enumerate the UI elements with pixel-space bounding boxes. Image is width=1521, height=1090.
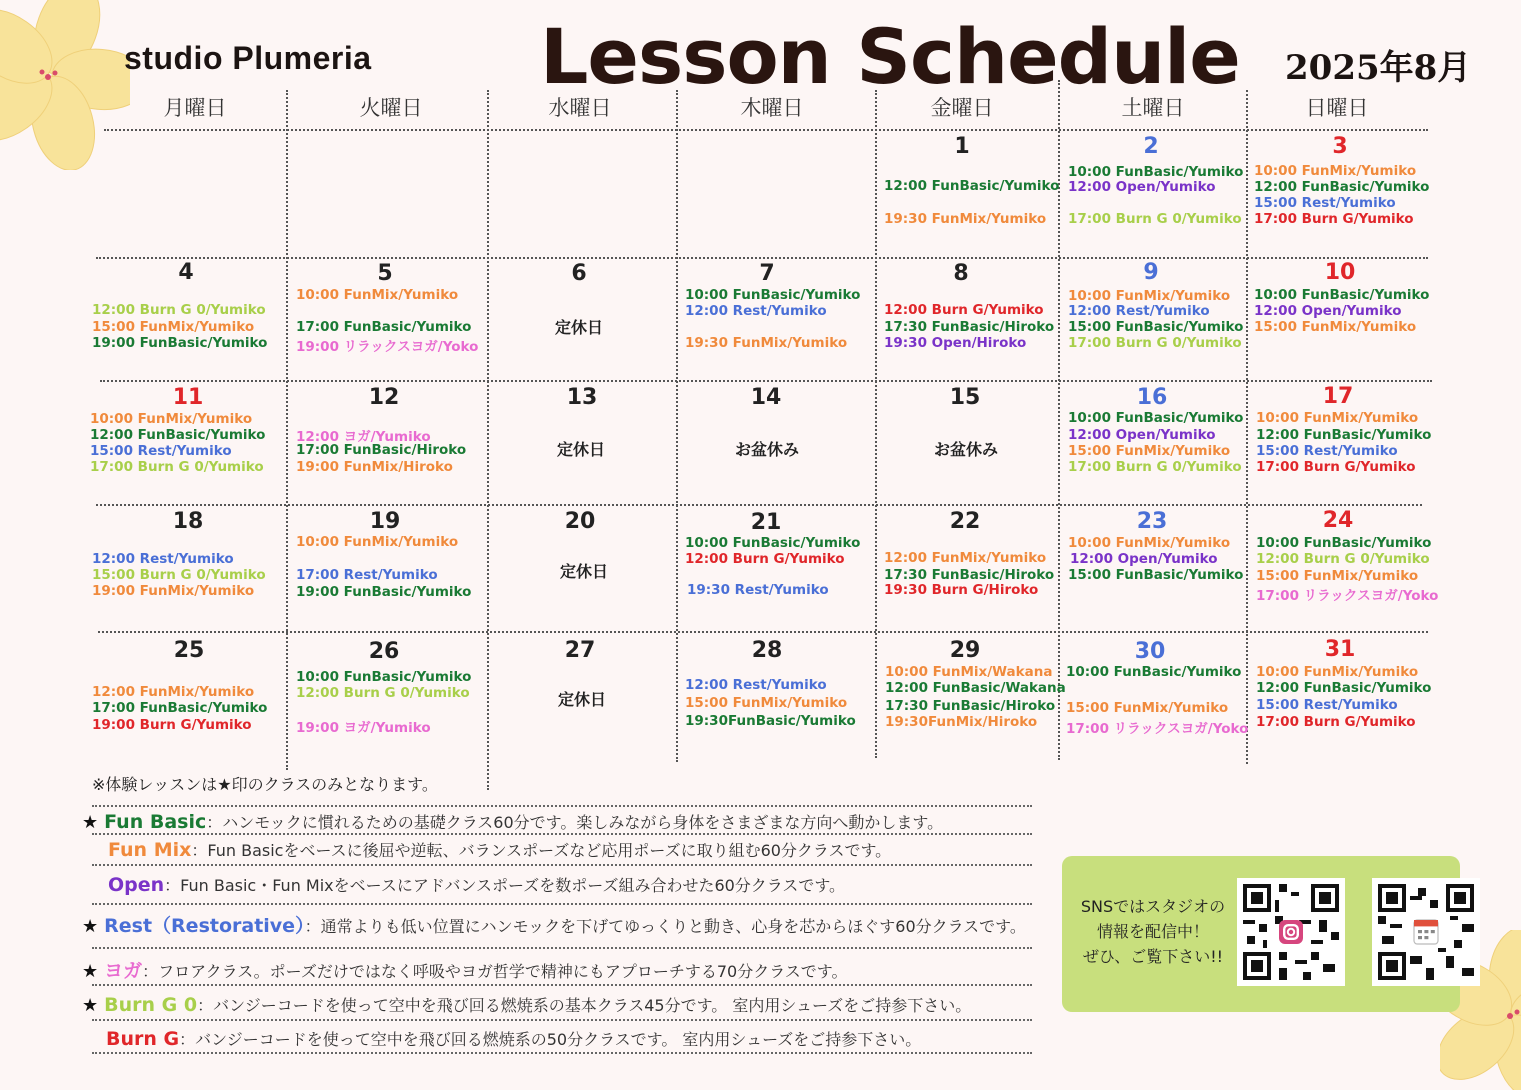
lesson-entry: 15:00 Burn G 0/Yumiko bbox=[92, 567, 266, 583]
day-number: 16 bbox=[1136, 385, 1168, 410]
lesson-entry: 10:00 FunBasic/Yumiko bbox=[1254, 287, 1430, 303]
lesson-entry: 17:00 Rest/Yumiko bbox=[296, 567, 438, 583]
lesson-entry: 15:00 Rest/Yumiko bbox=[1256, 443, 1398, 459]
lesson-entry: 15:00 FunBasic/Yumiko bbox=[1068, 567, 1244, 583]
closed-label: 定休日 bbox=[560, 562, 609, 581]
day-number: 30 bbox=[1134, 639, 1166, 664]
lesson-entry: 12:00 Rest/Yumiko bbox=[685, 303, 827, 319]
legend-divider bbox=[92, 947, 1032, 949]
lesson-entry: 12:00 ヨガ/Yumiko bbox=[296, 429, 431, 445]
legend-desc: ：Fun Basic・Fun Mixをベースにアドバンスポーズを数ポーズ組み合わせた60分クラスです。 bbox=[164, 876, 846, 895]
lesson-entry: 10:00 FunMix/Yumiko bbox=[1256, 664, 1419, 680]
legend-desc: ：通常よりも低い位置にハンモックを下げてゆっくりと動き、心身を芯からほぐす60分クラスです。 bbox=[304, 917, 1026, 936]
lesson-entry: 17:00 Burn G/Yumiko bbox=[1254, 211, 1414, 227]
weekday-sat: 土曜日 bbox=[1121, 96, 1185, 120]
closed-label: 定休日 bbox=[558, 690, 607, 709]
day-number: 21 bbox=[750, 510, 782, 535]
lesson-entry: 19:30 FunMix/Yumiko bbox=[884, 211, 1047, 227]
lesson-entry: 17:30 FunBasic/Hiroko bbox=[884, 319, 1055, 335]
lesson-entry: 15:00 FunBasic/Yumiko bbox=[1068, 319, 1244, 335]
lesson-entry: 15:00 FunMix/Yumiko bbox=[1068, 443, 1231, 459]
grid-line bbox=[100, 380, 1432, 382]
day-number: 26 bbox=[368, 639, 400, 664]
day-number: 4 bbox=[178, 260, 194, 285]
day-number: 25 bbox=[173, 638, 205, 663]
lesson-entry: 10:00 FunBasic/Yumiko bbox=[296, 669, 472, 685]
lesson-entry: 12:00 FunBasic/Wakana bbox=[885, 680, 1066, 696]
legend-name: Fun Mix bbox=[108, 839, 192, 861]
legend-divider bbox=[92, 864, 1032, 866]
lesson-entry: 15:00 FunMix/Yumiko bbox=[1256, 568, 1419, 584]
lesson-entry: 17:00 FunBasic/Yumiko bbox=[296, 319, 472, 335]
lesson-entry: 12:00 Rest/Yumiko bbox=[685, 677, 827, 693]
day-number: 12 bbox=[368, 385, 400, 410]
day-number: 29 bbox=[949, 638, 981, 663]
sns-text bbox=[1072, 894, 1234, 969]
lesson-entry: 19:00 FunMix/Yumiko bbox=[92, 583, 255, 599]
lesson-entry: 12:00 Burn G 0/Yumiko bbox=[92, 302, 266, 318]
lesson-entry: 17:30 FunBasic/Hiroko bbox=[885, 698, 1056, 714]
legend-name: Open bbox=[108, 874, 165, 896]
star-icon: ★ bbox=[82, 812, 99, 833]
lesson-entry: 12:00 Open/Yumiko bbox=[1254, 303, 1402, 319]
lesson-entry: 10:00 FunMix/Yumiko bbox=[1068, 535, 1231, 551]
lesson-entry: 12:00 FunMix/Yumiko bbox=[884, 550, 1047, 566]
lesson-entry: 12:00 Burn G 0/Yumiko bbox=[296, 685, 470, 701]
lesson-entry: 17:00 FunBasic/Hiroko bbox=[296, 442, 467, 458]
legend-name: Rest（Restorative） bbox=[104, 915, 305, 937]
grid-line bbox=[487, 90, 489, 790]
legend-name: Burn G bbox=[106, 1028, 180, 1050]
day-number: 14 bbox=[750, 385, 782, 410]
star-icon: ★ bbox=[82, 995, 99, 1016]
day-number: 2 bbox=[1143, 134, 1159, 159]
grid-line bbox=[676, 90, 678, 762]
legend-divider bbox=[92, 984, 1032, 986]
lesson-entry: 10:00 FunMix/Yumiko bbox=[296, 534, 459, 550]
legend-divider bbox=[92, 903, 1032, 905]
lesson-entry: 19:30 FunMix/Yumiko bbox=[685, 335, 848, 351]
sns-line: ぜひ、ご覧下さい!! bbox=[1082, 947, 1224, 966]
lesson-entry: 19:00 FunBasic/Yumiko bbox=[296, 584, 472, 600]
grid-line bbox=[98, 631, 1428, 633]
lesson-entry: 12:00 Open/Yumiko bbox=[1070, 551, 1218, 567]
legend-divider bbox=[92, 833, 1032, 835]
day-number: 6 bbox=[571, 261, 587, 286]
day-number: 22 bbox=[949, 509, 981, 534]
closed-label: 定休日 bbox=[557, 440, 606, 459]
grid-line bbox=[96, 257, 1428, 259]
weekday-thu: 木曜日 bbox=[740, 96, 804, 120]
lesson-entry: 19:00 FunMix/Hiroko bbox=[296, 459, 453, 475]
day-number: 17 bbox=[1322, 384, 1354, 409]
day-number: 18 bbox=[172, 509, 204, 534]
lesson-entry: 12:00 FunBasic/Yumiko bbox=[90, 427, 266, 443]
day-number: 31 bbox=[1324, 637, 1356, 662]
holiday-label: お盆休み bbox=[735, 440, 800, 459]
lesson-entry: 17:00 Burn G/Yumiko bbox=[1256, 714, 1416, 730]
star-icon: ★ bbox=[82, 961, 99, 982]
weekday-mon: 月曜日 bbox=[163, 96, 227, 120]
lesson-entry: 10:00 FunBasic/Yumiko bbox=[1068, 164, 1244, 180]
lesson-entry: 19:30 Burn G/Hiroko bbox=[884, 582, 1039, 598]
lesson-entry: 17:00 Burn G/Yumiko bbox=[1256, 459, 1416, 475]
lesson-entry: 15:00 FunMix/Yumiko bbox=[1066, 700, 1229, 716]
lesson-entry: 12:00 Burn G/Yumiko bbox=[884, 302, 1044, 318]
lesson-entry: 19:00 リラックスヨガ/Yoko bbox=[296, 339, 479, 355]
lesson-entry: 10:00 FunBasic/Yumiko bbox=[685, 287, 861, 303]
lesson-entry: 19:30FunBasic/Yumiko bbox=[685, 713, 856, 729]
legend-name: Burn G 0 bbox=[104, 994, 198, 1016]
lesson-entry: 10:00 FunMix/Wakana bbox=[885, 664, 1053, 680]
studio-name: studio Plumeria bbox=[124, 40, 372, 76]
legend-open bbox=[108, 873, 845, 896]
lesson-entry: 19:00 ヨガ/Yumiko bbox=[296, 720, 431, 736]
lesson-entry: 15:00 FunMix/Yumiko bbox=[1254, 319, 1417, 335]
calendar-qr-code[interactable] bbox=[1372, 878, 1480, 986]
lesson-entry: 10:00 FunMix/Yumiko bbox=[1256, 410, 1419, 426]
lesson-entry: 15:00 FunMix/Yumiko bbox=[92, 319, 255, 335]
lesson-entry: 17:00 Burn G 0/Yumiko bbox=[1068, 211, 1242, 227]
month-label: 2025年8月 bbox=[1285, 48, 1472, 88]
lesson-entry: 19:30FunMix/Hiroko bbox=[885, 714, 1038, 730]
lesson-entry: 17:00 Burn G 0/Yumiko bbox=[90, 459, 264, 475]
day-number: 20 bbox=[564, 509, 596, 534]
star-icon: ★ bbox=[82, 916, 99, 937]
grid-line bbox=[104, 129, 1428, 131]
instagram-qr-code[interactable] bbox=[1237, 878, 1345, 986]
day-number: 7 bbox=[759, 261, 775, 286]
weekday-tue: 火曜日 bbox=[359, 96, 423, 120]
lesson-entry: 19:30 Rest/Yumiko bbox=[687, 582, 829, 598]
plumeria-flower-top-left bbox=[0, 0, 130, 170]
lesson-entry: 12:00 FunBasic/Yumiko bbox=[1256, 680, 1432, 696]
lesson-entry: 12:00 FunBasic/Yumiko bbox=[884, 178, 1060, 194]
grid-line bbox=[1246, 90, 1248, 764]
day-number: 27 bbox=[564, 638, 596, 663]
legend-desc: ：Fun Basicをベースに後屈や逆転、バランスポーズなど応用ポーズに取り組む60分クラスです。 bbox=[191, 841, 892, 860]
lesson-entry: 12:00 FunBasic/Yumiko bbox=[1256, 427, 1432, 443]
day-number: 15 bbox=[949, 385, 981, 410]
legend-fun-mix bbox=[108, 838, 891, 861]
legend-rest bbox=[82, 911, 1026, 938]
grid-line bbox=[96, 504, 1422, 506]
day-number: 3 bbox=[1332, 134, 1348, 159]
lesson-entry: 10:00 FunMix/Yumiko bbox=[90, 411, 253, 427]
lesson-entry: 17:00 Burn G 0/Yumiko bbox=[1068, 459, 1242, 475]
legend-divider bbox=[92, 805, 1032, 807]
lesson-entry: 10:00 FunBasic/Yumiko bbox=[1066, 664, 1242, 680]
holiday-label: お盆休み bbox=[934, 440, 999, 459]
weekday-sun: 日曜日 bbox=[1305, 96, 1369, 120]
day-number: 11 bbox=[172, 385, 204, 410]
lesson-entry: 12:00 Rest/Yumiko bbox=[1068, 303, 1210, 319]
day-number: 10 bbox=[1324, 260, 1356, 285]
sns-line: 情報を配信中！ bbox=[1096, 922, 1209, 941]
lesson-entry: 12:00 FunBasic/Yumiko bbox=[1254, 179, 1430, 195]
day-number: 28 bbox=[751, 638, 783, 663]
legend-desc: ：バンジーコードを使って空中を飛び回る燃焼系の50分クラスです。 室内用シューズをご持参下さい。 bbox=[179, 1030, 922, 1049]
day-number: 8 bbox=[953, 261, 969, 286]
lesson-entry: 10:00 FunMix/Yumiko bbox=[1068, 288, 1231, 304]
lesson-entry: 12:00 Burn G/Yumiko bbox=[685, 551, 845, 567]
legend-burn-g-0 bbox=[82, 993, 971, 1016]
lesson-entry: 12:00 Burn G 0/Yumiko bbox=[1256, 551, 1430, 567]
lesson-entry: 17:00 Burn G 0/Yumiko bbox=[1068, 335, 1242, 351]
lesson-entry: 15:00 FunMix/Yumiko bbox=[685, 695, 848, 711]
lesson-entry: 15:00 Rest/Yumiko bbox=[90, 443, 232, 459]
lesson-entry: 10:00 FunBasic/Yumiko bbox=[1068, 410, 1244, 426]
lesson-entry: 12:00 FunMix/Yumiko bbox=[92, 684, 255, 700]
day-number: 23 bbox=[1136, 509, 1168, 534]
weekday-wed: 水曜日 bbox=[548, 96, 612, 120]
lesson-entry: 17:00 リラックスヨガ/Yoko bbox=[1256, 588, 1439, 604]
legend-yoga bbox=[82, 956, 847, 983]
day-number: 9 bbox=[1143, 260, 1159, 285]
legend-name: ヨガ bbox=[104, 960, 143, 982]
day-number: 19 bbox=[369, 509, 401, 534]
day-number: 24 bbox=[1322, 508, 1354, 533]
lesson-entry: 19:00 Burn G/Yumiko bbox=[92, 717, 252, 733]
lesson-entry: 10:00 FunMix/Yumiko bbox=[1254, 163, 1417, 179]
day-number: 5 bbox=[377, 261, 393, 286]
legend-desc: ：バンジーコードを使って空中を飛び回る燃焼系の基本クラス45分です。 室内用シューズをご持参下さい。 bbox=[197, 996, 972, 1015]
legend-divider bbox=[92, 1019, 1032, 1021]
legend-desc: ：ハンモックに慣れるための基礎クラス60分です。楽しみながら身体をさまざまな方向へ動かします。 bbox=[206, 813, 944, 832]
grid-line bbox=[875, 90, 877, 758]
lesson-entry: 17:30 FunBasic/Hiroko bbox=[884, 567, 1055, 583]
lesson-entry: 12:00 Open/Yumiko bbox=[1068, 179, 1216, 195]
closed-label: 定休日 bbox=[555, 318, 604, 337]
lesson-entry: 12:00 Open/Yumiko bbox=[1068, 427, 1216, 443]
legend-fun-basic bbox=[82, 810, 943, 833]
lesson-entry: 15:00 Rest/Yumiko bbox=[1256, 697, 1398, 713]
sns-line: SNSではスタジオの bbox=[1080, 897, 1226, 916]
day-number: 1 bbox=[954, 134, 970, 159]
legend-desc: ：フロアクラス。ポーズだけではなく呼吸やヨガ哲学で精神にもアプローチする70分クラスです。 bbox=[142, 962, 848, 981]
lesson-entry: 15:00 Rest/Yumiko bbox=[1254, 195, 1396, 211]
lesson-entry: 12:00 Rest/Yumiko bbox=[92, 551, 234, 567]
lesson-entry: 19:00 FunBasic/Yumiko bbox=[92, 335, 268, 351]
lesson-entry: 17:00 FunBasic/Yumiko bbox=[92, 700, 268, 716]
grid-line bbox=[286, 90, 288, 770]
lesson-entry: 10:00 FunBasic/Yumiko bbox=[685, 535, 861, 551]
legend-burn-g bbox=[106, 1027, 921, 1050]
lesson-entry: 10:00 FunBasic/Yumiko bbox=[1256, 535, 1432, 551]
page-title: Lesson Schedule bbox=[540, 12, 1240, 101]
legend-divider bbox=[92, 1052, 1032, 1054]
lesson-entry: 10:00 FunMix/Yumiko bbox=[296, 287, 459, 303]
lesson-entry: 19:30 Open/Hiroko bbox=[884, 335, 1027, 351]
trial-note: ※体験レッスンは★印のクラスのみとなります。 bbox=[92, 775, 438, 794]
day-number: 13 bbox=[566, 385, 598, 410]
weekday-fri: 金曜日 bbox=[930, 96, 994, 120]
legend-name: Fun Basic bbox=[104, 811, 207, 833]
lesson-entry: 17:00 リラックスヨガ/Yoko bbox=[1066, 721, 1249, 737]
